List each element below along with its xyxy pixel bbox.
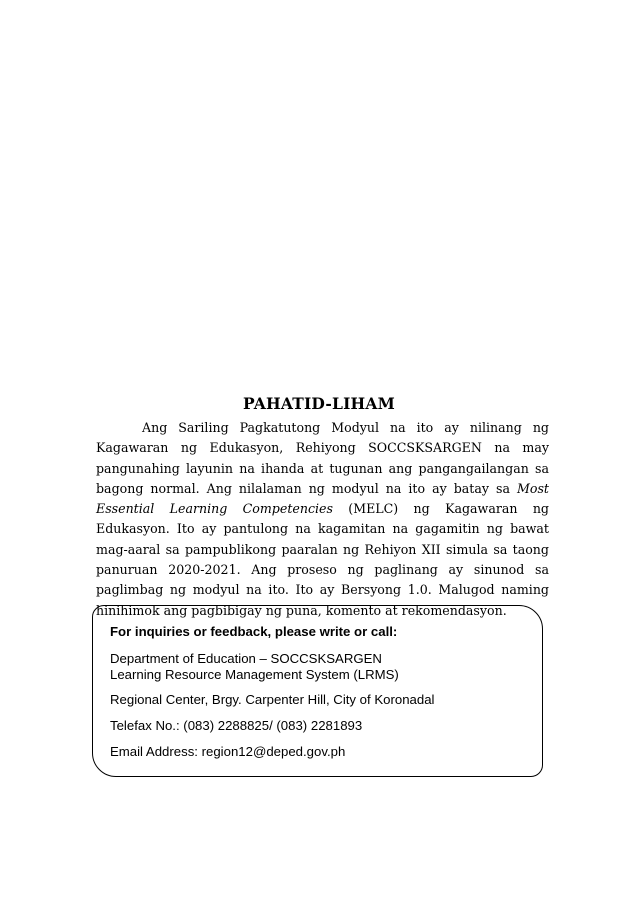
contact-telefax: Telefax No.: (083) 2288825/ (083) 2281893 — [110, 718, 363, 733]
contact-box — [92, 605, 543, 777]
body-text-italic: Most Essential Learning Competencies — [96, 480, 549, 517]
contact-heading: For inquiries or feedback, please write or call: — [110, 624, 398, 639]
contact-address: Regional Center, Brgy. Carpenter Hill, City of Koronadal — [110, 692, 435, 707]
page-title: PAHATID-LIHAM — [243, 394, 395, 413]
contact-department: Department of Education – SOCCSKSARGEN — [110, 651, 382, 666]
body-text-part-1: Ang Sariling Pagkatutong Modyul na ito ay nilinang ng Kagawaran ng Edukasyon, Rehiyong SOCCSKSARGEN na may pangunahing layunin na ihanda at tugunan ang pangangailangan sa bagong normal. Ang nilalaman ng modyul na ito ay batay sa — [96, 420, 549, 496]
body-paragraph — [96, 418, 549, 621]
contact-email: Email Address: region12@deped.gov.ph — [110, 744, 346, 759]
body-text-part-2: (MELC) ng Kagawaran ng Edukasyon. Ito ay pantulong na kagamitan na gagamitin ng bawat mag-aaral sa pampublikong paaralan ng Rehiyon XII simula sa taong panuruan 2020-2021. Ang proseso ng paglinang ay sinunod sa paglimbag ng modyul na ito. Ito ay Bersyong 1.0. Malugod naming hinihimok ang pagbibigay ng puna, komento at rekomendasyon. — [96, 501, 549, 618]
contact-office: Learning Resource Management System (LRMS) — [110, 667, 399, 682]
